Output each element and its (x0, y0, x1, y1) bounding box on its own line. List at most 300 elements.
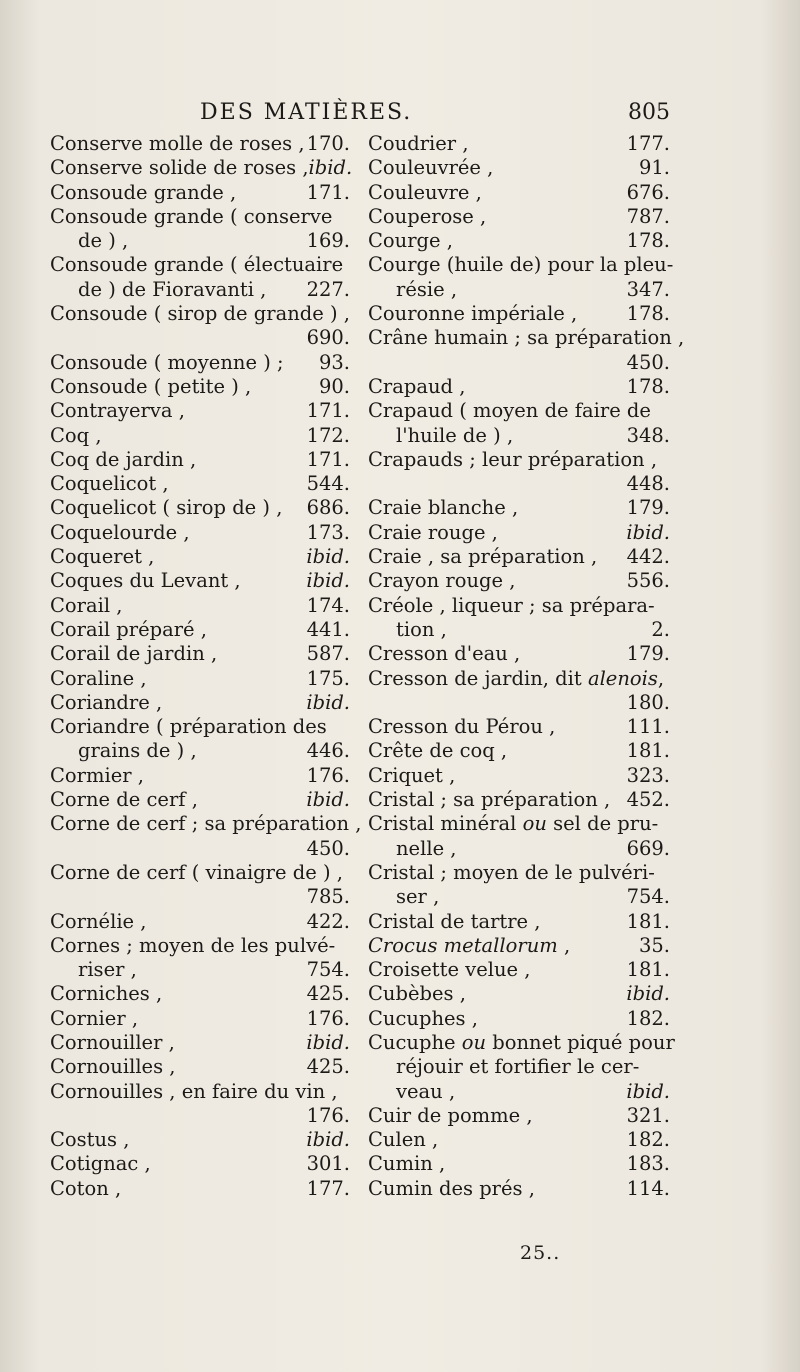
entry-line (50, 424, 350, 448)
entry-term (50, 715, 327, 739)
entry-text: Coudrier , (368, 132, 469, 155)
entry-line (368, 861, 670, 885)
entry-term (50, 448, 196, 472)
entry-text: veau , (396, 1079, 456, 1103)
index-entry (368, 229, 670, 253)
index-entry (368, 739, 670, 763)
entry-term (368, 739, 507, 763)
entry-text: Coq de jardin , (50, 447, 197, 471)
page-number: 805 (628, 100, 670, 125)
entry-line (50, 1128, 350, 1152)
entry-text: Coq , (50, 423, 102, 447)
entry-text: Crapauds ; leur préparation , (368, 447, 658, 471)
entry-text: Culen , (368, 1128, 439, 1152)
entry-text: Cristal minéral (368, 812, 523, 836)
entry-line (50, 1007, 350, 1031)
index-entry (50, 764, 350, 788)
entry-line (50, 375, 350, 399)
entry-term (368, 788, 610, 812)
entry-line (368, 132, 670, 156)
entry-text: Cubèbes , (368, 982, 466, 1006)
entry-page-ref: 169. (306, 229, 350, 253)
entry-line (368, 1128, 670, 1152)
entry-page-ref: 93. (318, 350, 350, 374)
entry-line (368, 1104, 670, 1128)
index-entry (368, 399, 670, 448)
entry-line (50, 448, 350, 472)
entry-text: Cristal ; sa préparation , (368, 788, 611, 812)
entry-page-ref: 556. (626, 569, 670, 593)
entry-line (50, 837, 350, 861)
entry-page-ref: 452. (626, 788, 670, 812)
entry-line (368, 253, 674, 277)
entry-page-ref: 181. (626, 739, 670, 763)
entry-page-ref: 450. (306, 836, 350, 860)
entry-term (50, 667, 147, 691)
entry-page-ref: 176. (306, 1006, 350, 1030)
entry-page-ref: 178. (626, 374, 670, 398)
entry-text: Corne de cerf , (50, 788, 198, 812)
entry-page-ref: 182. (626, 1006, 670, 1030)
index-entry (368, 496, 670, 520)
entry-term (50, 132, 305, 156)
index-entry (50, 642, 350, 666)
entry-text-italic: Crocus metallorum (368, 933, 558, 957)
entry-term (368, 496, 518, 520)
index-entry (368, 132, 670, 156)
index-entry (50, 205, 350, 254)
entry-text: Conserve molle de roses , (50, 132, 305, 155)
entry-page-ref: ibid. (306, 569, 350, 593)
entry-term (368, 715, 555, 739)
index-entry (50, 253, 350, 302)
entry-line (50, 229, 350, 253)
entry-term (368, 1104, 533, 1128)
entry-line (50, 472, 350, 496)
entry-term (368, 302, 577, 326)
entry-term (50, 1177, 121, 1201)
entry-term (50, 496, 282, 520)
entry-page-ref: 178. (626, 302, 670, 326)
index-entry (50, 351, 350, 375)
entry-page-ref: 35. (638, 933, 670, 957)
entry-line (50, 569, 350, 593)
entry-line (50, 764, 350, 788)
entry-line (368, 1152, 670, 1176)
entry-term (368, 205, 486, 229)
entry-page-ref: 171. (306, 180, 350, 204)
entry-text: Cormier , (50, 763, 144, 787)
entry-text: Corail , (50, 593, 123, 617)
entry-page-ref: 171. (306, 399, 350, 423)
index-entry (50, 496, 350, 520)
entry-text: tion , (396, 617, 447, 641)
index-entry (50, 982, 350, 1006)
entry-text: riser , (78, 958, 137, 982)
index-entry (50, 618, 350, 642)
index-column-left (50, 132, 362, 1201)
entry-line (368, 229, 670, 253)
entry-page-ref: 425. (306, 1055, 350, 1079)
entry-page-ref: 177. (306, 1176, 350, 1200)
entry-term (50, 934, 335, 958)
entry-page-ref: 181. (626, 909, 670, 933)
entry-line (50, 618, 350, 642)
entry-term (50, 788, 198, 812)
entry-page-ref: 446. (306, 739, 350, 763)
entry-line (368, 1007, 670, 1031)
index-entry (368, 569, 670, 593)
entry-term (50, 399, 185, 423)
entry-text: Coraline , (50, 666, 147, 690)
entry-line (50, 642, 350, 666)
entry-line (368, 739, 670, 763)
entry-term (396, 424, 513, 448)
entry-page-ref: 2. (651, 617, 670, 641)
entry-term (50, 812, 361, 836)
entry-term (368, 448, 657, 472)
entry-page-ref: ibid. (306, 545, 350, 569)
entry-line (368, 302, 670, 326)
entry-line (50, 545, 350, 569)
entry-text: Cornélie , (50, 909, 147, 933)
entry-page-ref: 179. (626, 496, 670, 520)
index-entry (368, 253, 674, 302)
entry-line (50, 958, 350, 982)
index-entry (50, 1031, 350, 1055)
entry-page-ref: 173. (306, 520, 350, 544)
entry-term (368, 910, 540, 934)
entry-term (368, 156, 493, 180)
entry-line (368, 885, 670, 909)
index-entry (368, 545, 670, 569)
entry-page-ref: ibid. (306, 690, 350, 714)
entry-page-ref: 172. (306, 423, 350, 447)
entry-text-italic: ou (522, 812, 547, 836)
entry-line (368, 399, 670, 423)
index-entry (368, 982, 670, 1006)
running-title: DES MATIÈRES. (200, 100, 413, 125)
entry-line (368, 934, 670, 958)
entry-text: Couleuvre , (368, 180, 482, 204)
entry-term (368, 958, 530, 982)
index-entry (368, 934, 670, 958)
entry-text: Cucuphe (368, 1030, 462, 1054)
entry-line (368, 594, 670, 618)
entry-page-ref: 323. (626, 763, 670, 787)
entry-term (50, 156, 309, 180)
entry-line (368, 521, 670, 545)
entry-page-ref: 181. (626, 958, 670, 982)
entry-term (50, 181, 236, 205)
entry-term (50, 375, 251, 399)
entry-text: résie , (396, 277, 458, 301)
index-entry (368, 861, 670, 910)
entry-term (368, 1177, 535, 1201)
entry-term (368, 521, 498, 545)
index-entry (368, 302, 670, 326)
entry-term (396, 885, 439, 909)
entry-page-ref: 587. (306, 642, 350, 666)
entry-term (78, 278, 266, 302)
entry-text: Couperose , (368, 204, 487, 228)
entry-line (50, 253, 350, 277)
entry-line (368, 472, 670, 496)
entry-text-italic: ou (461, 1030, 487, 1054)
entry-line (50, 1031, 350, 1055)
index-entry (368, 521, 670, 545)
entry-line (50, 812, 362, 836)
entry-line (50, 156, 353, 180)
entry-line (50, 521, 350, 545)
entry-page-ref: 422. (306, 909, 350, 933)
entry-line (50, 326, 350, 350)
entry-line (50, 788, 350, 812)
entry-term (368, 569, 515, 593)
entry-line (368, 812, 670, 836)
entry-text: Consoude ( sirop de grande ) , (50, 302, 350, 326)
entry-line (368, 764, 670, 788)
entry-text-tail: , (557, 933, 571, 957)
entry-term (368, 545, 597, 569)
entry-page-ref: 448. (626, 472, 670, 496)
entry-text: Crapaud , (368, 374, 466, 398)
entry-term (50, 861, 343, 885)
index-column-right (368, 132, 685, 1201)
index-entry (50, 156, 353, 180)
index-entry (50, 448, 350, 472)
entry-text: Coton , (50, 1176, 122, 1200)
entry-term (50, 1080, 338, 1104)
entry-page-ref: ibid. (306, 1128, 350, 1152)
entry-text: Crayon rouge , (368, 569, 516, 593)
entry-term (368, 764, 455, 788)
entry-term (50, 521, 190, 545)
entry-page-ref: 669. (626, 836, 670, 860)
entry-page-ref: ibid. (626, 520, 670, 544)
index-entry (50, 594, 350, 618)
entry-line (50, 861, 350, 885)
entry-term (50, 642, 217, 666)
entry-line (50, 181, 350, 205)
entry-text: Courge (huile de) pour la pleu- (368, 253, 674, 277)
entry-line (368, 181, 670, 205)
entry-term (368, 1031, 675, 1055)
index-entry (368, 910, 670, 934)
entry-term (50, 982, 162, 1006)
entry-text: Cresson d'eau , (368, 642, 521, 666)
entry-term (368, 982, 466, 1006)
entry-text: Consoude ( petite ) , (50, 374, 252, 398)
index-entry (368, 812, 670, 861)
index-entry (368, 1007, 670, 1031)
entry-text: Crapaud ( moyen de faire de (368, 399, 651, 423)
entry-text: Corniches , (50, 982, 163, 1006)
entry-text: grains de ) , (78, 739, 197, 763)
index-entry (368, 788, 670, 812)
index-entry (368, 205, 670, 229)
index-entry (50, 521, 350, 545)
entry-line (368, 424, 670, 448)
entry-term (50, 1031, 175, 1055)
index-entry (368, 1177, 670, 1201)
entry-term (50, 569, 241, 593)
entry-text: Consoude ( moyenne ) ; (50, 350, 284, 374)
index-entry (368, 764, 670, 788)
entry-text: Créole , liqueur ; sa prépara- (368, 593, 655, 617)
entry-term (368, 181, 482, 205)
entry-text: l'huile de ) , (396, 423, 514, 447)
entry-page-ref: 178. (626, 229, 670, 253)
entry-text: Consoude grande ( électuaire (50, 253, 344, 277)
index-entry (50, 375, 350, 399)
entry-term (50, 764, 144, 788)
index-entry (368, 642, 670, 666)
index-entry (50, 1055, 350, 1079)
entry-term (50, 910, 147, 934)
entry-text: Cresson de jardin, dit (368, 666, 588, 690)
entry-line (368, 910, 670, 934)
entry-text: Courge , (368, 229, 453, 253)
index-entry (368, 1104, 670, 1128)
entry-page-ref: 170. (306, 132, 350, 155)
entry-text: Cornouilles , en faire du vin , (50, 1079, 338, 1103)
entry-term (50, 302, 350, 326)
entry-text: Cotignac , (50, 1152, 151, 1176)
index-entry (50, 302, 350, 351)
entry-page-ref: 441. (306, 617, 350, 641)
entry-line (368, 837, 670, 861)
entry-term (368, 399, 651, 423)
entry-text: Cucuphes , (368, 1006, 478, 1030)
entry-line (50, 399, 350, 423)
entry-line (50, 715, 350, 739)
entry-line (50, 982, 350, 1006)
entry-term (50, 545, 154, 569)
entry-text: Coques du Levant , (50, 569, 241, 593)
entry-text: Cristal de tartre , (368, 909, 541, 933)
index-entry (50, 132, 350, 156)
entry-term (50, 618, 207, 642)
index-entry (50, 1152, 350, 1176)
entry-term (50, 1152, 151, 1176)
entry-line (368, 691, 670, 715)
entry-text: Coquelicot ( sirop de ) , (50, 496, 283, 520)
entry-term (368, 642, 520, 666)
entry-term (396, 1055, 639, 1079)
index-entry (50, 424, 350, 448)
entry-term (50, 594, 122, 618)
entry-page-ref: 179. (626, 642, 670, 666)
entry-page-ref: ibid. (308, 156, 353, 180)
entry-page-ref: 180. (626, 690, 670, 714)
entry-line (50, 1080, 350, 1104)
index-entry (50, 1128, 350, 1152)
entry-term (368, 253, 673, 277)
entry-page-ref: 544. (306, 472, 350, 496)
entry-page-ref: ibid. (626, 1079, 670, 1103)
entry-page-ref: 177. (626, 132, 670, 155)
entry-text: Contrayerva , (50, 399, 185, 423)
entry-line (368, 448, 670, 472)
entry-page-ref: 676. (626, 180, 670, 204)
index-entry (50, 1080, 350, 1129)
entry-term (50, 472, 169, 496)
entry-term (50, 253, 343, 277)
entry-line (368, 351, 670, 375)
entry-line (368, 642, 670, 666)
entry-term (368, 1007, 478, 1031)
entry-term (368, 861, 655, 885)
entry-term (396, 618, 447, 642)
index-entry (50, 181, 350, 205)
index-entry (50, 569, 350, 593)
entry-term (368, 812, 658, 836)
index-entry (50, 691, 350, 715)
entry-text: ser , (396, 885, 440, 909)
entry-text: Couleuvrée , (368, 156, 494, 180)
entry-line (368, 496, 670, 520)
entry-page-ref: ibid. (626, 982, 670, 1006)
entry-term (368, 375, 465, 399)
entry-line (368, 156, 670, 180)
entry-term (50, 205, 332, 229)
entry-text: Crête de coq , (368, 739, 508, 763)
entry-page-ref: 175. (306, 666, 350, 690)
entry-term (50, 1007, 138, 1031)
entry-term (368, 594, 655, 618)
entry-page-ref: 442. (626, 545, 670, 569)
entry-term (78, 229, 128, 253)
entry-term (78, 958, 137, 982)
entry-line (50, 278, 350, 302)
entry-page-ref: 686. (306, 496, 350, 520)
entry-text: Craie rouge , (368, 520, 498, 544)
entry-text-tail: , (657, 666, 665, 690)
index-entry (368, 448, 670, 497)
entry-line (50, 302, 350, 326)
index-entry (50, 715, 350, 764)
entry-term (396, 278, 457, 302)
entry-page-ref: 111. (626, 715, 670, 739)
index-entry (50, 861, 350, 910)
entry-term (368, 667, 664, 691)
entry-term (50, 424, 102, 448)
entry-term (78, 739, 197, 763)
index-entry (368, 1152, 670, 1176)
entry-text: Cresson du Pérou , (368, 715, 556, 739)
entry-page-ref: 176. (306, 763, 350, 787)
index-entry (368, 1030, 675, 1104)
entry-text: Cristal ; moyen de le pulvéri- (368, 860, 655, 884)
entry-line (368, 667, 670, 691)
index-entry (368, 1128, 670, 1152)
entry-text-italic: alenois (587, 666, 658, 690)
index-entry (50, 1007, 350, 1031)
index-entry (368, 667, 670, 716)
entry-line (50, 1055, 350, 1079)
entry-text: nelle , (396, 836, 457, 860)
entry-line (368, 715, 670, 739)
entry-term (50, 1055, 176, 1079)
entry-line (50, 739, 350, 763)
index-entry (368, 958, 670, 982)
entry-page-ref: 301. (306, 1152, 350, 1176)
index-entry (50, 934, 350, 983)
entry-term (396, 837, 457, 861)
entry-line (368, 1030, 675, 1055)
entry-page-ref: 321. (626, 1103, 670, 1127)
